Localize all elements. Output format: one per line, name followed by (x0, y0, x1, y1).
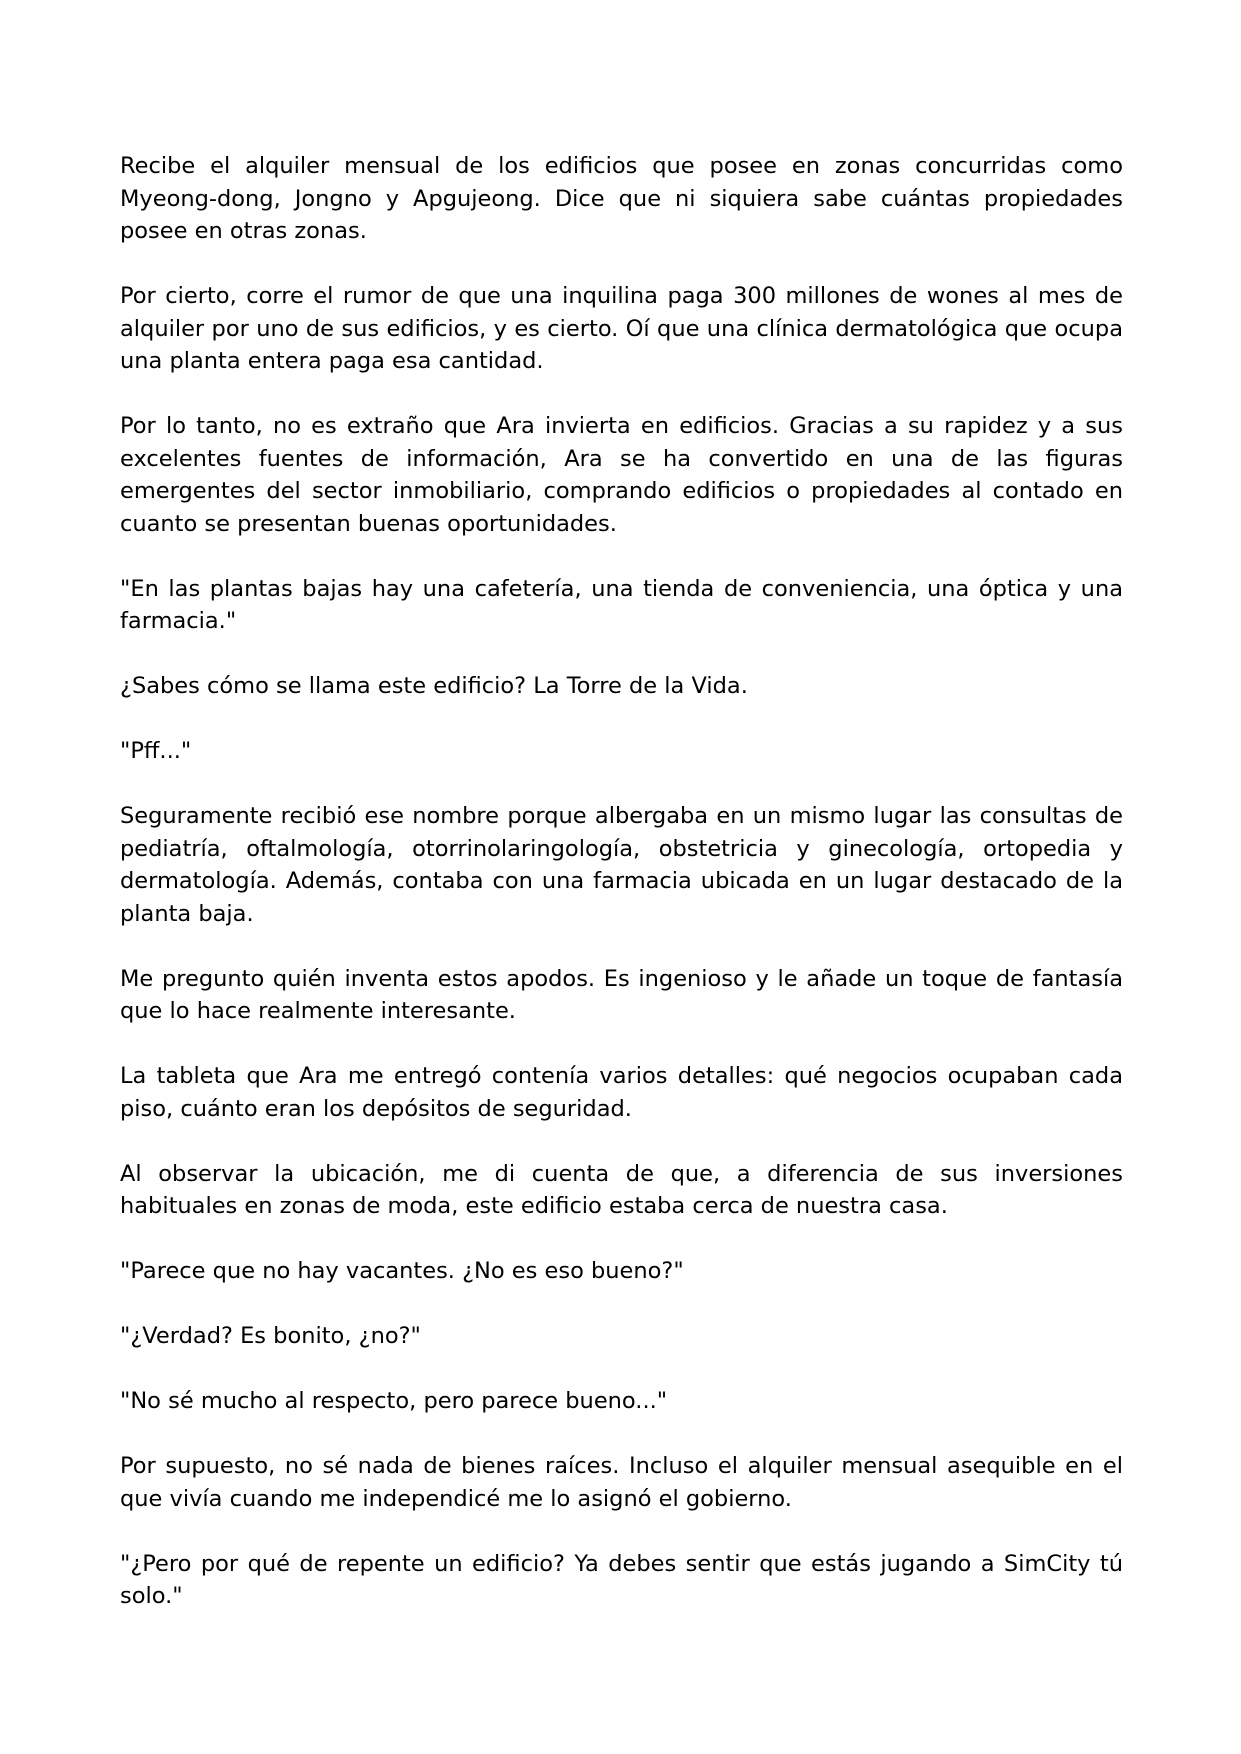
paragraph-12: "¿Verdad? Es bonito, ¿no?" (120, 1323, 421, 1349)
paragraph-15: "¿Pero por qué de repente un edificio? Ya debes sentir que estás jugando a SimCity tú solo." (120, 1550, 1123, 1609)
paragraph-13: "No sé mucho al respecto, pero parece bueno..." (120, 1388, 668, 1414)
paragraph-14: Por supuesto, no sé nada de bienes raíces. Incluso el alquiler mensual asequible en el que vivía cuando me independicé me lo asignó el gobierno. (120, 1453, 1123, 1512)
paragraph-9: La tableta que Ara me entregó contenía varios detalles: qué negocios ocupaban cada piso, cuánto eran los depósitos de seguridad. (120, 1063, 1123, 1122)
paragraph-10: Al observar la ubicación, me di cuenta de que, a diferencia de sus inversiones habituales en zonas de moda, este edificio estaba cerca de nuestra casa. (120, 1160, 1123, 1219)
paragraph-7: Seguramente recibió ese nombre porque albergaba en un mismo lugar las consultas de pediatría, oftalmología, otorrinolaringología, obstetricia y ginecología, ortopedia y dermatología. Además, contaba con una farmacia ubicada en un lugar destacado de la planta baja. (120, 803, 1123, 927)
paragraph-4: "En las plantas bajas hay una cafetería, una tienda de conveniencia, una óptica y una farmacia." (120, 575, 1123, 634)
paragraph-5: ¿Sabes cómo se llama este edificio? La Torre de la Vida. (120, 673, 748, 699)
document-body (120, 150, 1123, 1645)
paragraph-3: Por lo tanto, no es extraño que Ara invierta en edificios. Gracias a su rapidez y a sus excelentes fuentes de información, Ara se ha convertido en una de las figuras emergentes del sector inmobiliario, comprando edificios o propiedades al contado en cuanto se presentan buenas oportunidades. (120, 413, 1123, 537)
paragraph-8: Me pregunto quién inventa estos apodos. Es ingenioso y le añade un toque de fantasía que lo hace realmente interesante. (120, 965, 1123, 1024)
paragraph-11: "Parece que no hay vacantes. ¿No es eso bueno?" (120, 1258, 684, 1284)
paragraph-1: Recibe el alquiler mensual de los edificios que posee en zonas concurridas como Myeong-dong, Jongno y Apgujeong. Dice que ni siquiera sabe cuántas propiedades posee en otras zonas. (120, 153, 1123, 244)
paragraph-2: Por cierto, corre el rumor de que una inquilina paga 300 millones de wones al mes de alquiler por uno de sus edificios, y es cierto. Oí que una clínica dermatológica que ocupa una planta entera paga esa cantidad. (120, 283, 1123, 374)
paragraph-6: "Pff..." (120, 738, 192, 764)
